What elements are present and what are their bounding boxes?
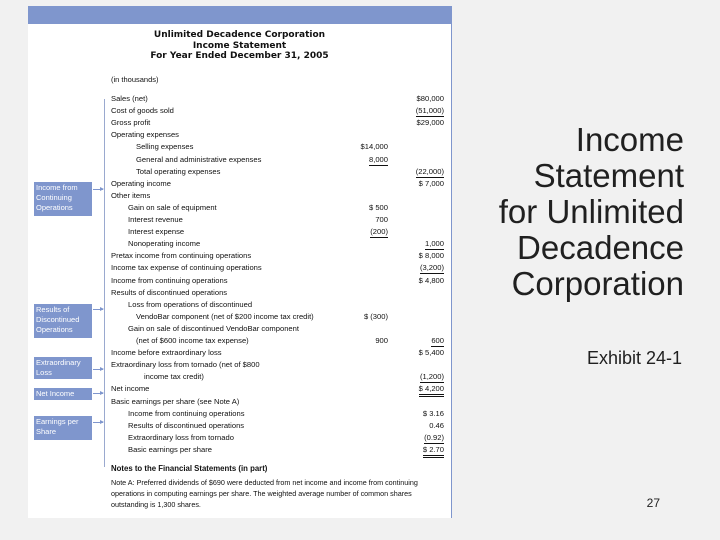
row-label: Interest expense: [128, 227, 185, 237]
statement-row: [28, 178, 451, 190]
statement-row: [28, 117, 451, 129]
slide-title: [458, 122, 684, 302]
notes-heading: Notes to the Financial Statements (in part): [111, 464, 268, 473]
statement-row: [28, 154, 451, 166]
row-subtotal-value: [350, 335, 388, 347]
statement-row: [28, 444, 451, 456]
row-total-value: [404, 93, 444, 105]
side-label-eps: Earnings per Share: [34, 416, 92, 440]
total-amount: (3,200): [419, 263, 444, 273]
row-subtotal-value: [350, 226, 388, 238]
total-amount: (0.92): [424, 432, 444, 442]
company-name: Unlimited Decadence Corporation: [153, 30, 326, 40]
document-title: [28, 30, 451, 62]
row-label: Income from continuing operations: [111, 275, 228, 285]
row-total-value: [404, 262, 444, 274]
row-label: Pretax income from continuing operations: [111, 251, 252, 261]
row-label: Operating income: [111, 178, 171, 188]
row-total-value: [404, 178, 444, 190]
income-statement-document: [28, 24, 451, 518]
side-label-net-income: Net Income: [34, 388, 92, 400]
statement-row: [28, 129, 451, 141]
statement-period: For Year Ended December 31, 2005: [150, 51, 329, 61]
slide-title-line: Statement: [533, 157, 684, 194]
row-label: Gain on sale of equipment: [128, 202, 217, 212]
row-label: Income tax expense of continuing operations: [111, 263, 262, 273]
subtotal-amount: 700: [375, 215, 388, 224]
row-label: Nonoperating income: [128, 239, 201, 249]
row-total-value: [404, 238, 444, 250]
total-amount: $29,000: [416, 118, 444, 128]
row-label: Extraordinary loss from tornado: [128, 432, 234, 442]
statement-row: [28, 166, 451, 178]
total-amount: 0.46: [429, 420, 444, 430]
slide-title-line: for Unlimited: [498, 193, 684, 230]
statement-row: [28, 214, 451, 226]
row-total-value: [404, 105, 444, 117]
row-total-value: [404, 250, 444, 262]
row-label: Total operating expenses: [136, 166, 221, 176]
subtotal-amount: $ (300): [363, 311, 388, 321]
slide-title-line: Decadence: [517, 229, 684, 266]
total-amount: 600: [431, 336, 444, 345]
statement-row: [28, 93, 451, 105]
row-total-value: [404, 347, 444, 359]
row-label: Income from continuing operations: [128, 408, 245, 418]
row-subtotal-value: [350, 214, 388, 226]
slide-title-line: Income: [575, 121, 684, 158]
statement-row: [28, 190, 451, 202]
subtotal-amount: 8,000: [368, 154, 388, 164]
total-amount: $80,000: [416, 94, 444, 103]
row-total-value: [404, 420, 444, 432]
row-total-value: [404, 117, 444, 129]
row-total-value: [404, 166, 444, 178]
subtotal-amount: $14,000: [360, 142, 388, 152]
row-label: Selling expenses: [136, 142, 194, 152]
row-label: (net of $600 income tax expense): [136, 336, 249, 345]
statement-row: [28, 323, 451, 335]
row-label: VendoBar component (net of $200 income tax credit): [136, 311, 314, 321]
units-note: (in thousands): [111, 75, 159, 84]
statement-row: [28, 262, 451, 274]
row-subtotal-value: [350, 154, 388, 166]
row-subtotal-value: [350, 202, 388, 214]
row-total-value: [404, 444, 444, 458]
row-total-value: [404, 408, 444, 420]
total-amount: $ 4,200: [419, 384, 444, 397]
statement-row: [28, 105, 451, 117]
row-label: Cost of goods sold: [111, 106, 174, 116]
row-subtotal-value: [350, 141, 388, 153]
statement-row: [28, 226, 451, 238]
total-amount: $ 2.70: [423, 445, 444, 458]
total-amount: (22,000): [415, 166, 444, 176]
statement-row: [28, 347, 451, 359]
page-number: 27: [646, 496, 660, 510]
row-label: Other items: [111, 190, 151, 200]
row-label: Extraordinary loss from tornado (net of $800: [111, 360, 260, 370]
total-amount: (1,200): [419, 372, 444, 382]
row-label: Gain on sale of discontinued VendoBar component: [128, 323, 299, 333]
row-label: Operating expenses: [111, 130, 179, 140]
statement-row: [28, 275, 451, 287]
row-label: Loss from operations of discontinued: [128, 299, 253, 309]
statement-row: [28, 287, 451, 299]
subtotal-amount: (200): [370, 227, 388, 237]
row-label: Gross profit: [111, 118, 151, 128]
statement-row: [28, 359, 451, 371]
total-amount: $ 5,400: [418, 348, 444, 358]
row-label: Sales (net): [111, 94, 148, 103]
row-label: Net income: [111, 384, 150, 394]
statement-row: [28, 141, 451, 153]
statement-row: [28, 371, 451, 383]
statement-row: [28, 432, 451, 444]
statement-row: [28, 408, 451, 420]
total-amount: 1,000: [424, 239, 444, 249]
total-amount: $ 3.16: [422, 408, 444, 418]
row-label: Basic earnings per share (see Note A): [111, 396, 240, 406]
row-total-value: [404, 371, 444, 383]
subtotal-amount: 900: [375, 336, 388, 345]
statement-row: [28, 311, 451, 323]
statement-row: [28, 299, 451, 311]
statement-row: [28, 396, 451, 408]
statement-name: Income Statement: [192, 40, 287, 51]
total-amount: $ 4,800: [418, 275, 444, 285]
row-label: Basic earnings per share: [128, 444, 212, 454]
total-amount: (51,000): [415, 106, 444, 116]
note-a: Note A: Preferred dividends of $690 were deducted from net income and income from continuing operations in computing earnings per share. The weighted average number of common shares outstanding is 1,300 shares.: [111, 478, 418, 509]
total-amount: $ 7,000: [418, 178, 444, 188]
row-label: Results of discontinued operations: [128, 420, 245, 430]
row-label: Income before extraordinary loss: [111, 348, 222, 358]
row-subtotal-value: [350, 311, 388, 323]
row-label: income tax credit): [144, 372, 204, 382]
slide-title-line: Corporation: [511, 265, 684, 302]
exhibit-label: Exhibit 24-1: [586, 348, 682, 368]
total-amount: $ 8,000: [418, 251, 444, 261]
row-total-value: [404, 335, 444, 347]
statement-row: [28, 335, 451, 347]
statement-row: [28, 250, 451, 262]
row-label: Results of discontinued operations: [111, 287, 228, 297]
row-label: General and administrative expenses: [136, 154, 262, 164]
statement-row: [28, 383, 451, 395]
row-total-value: [404, 275, 444, 287]
statement-row: [28, 202, 451, 214]
side-label-continuing: Income from Continuing Operations: [34, 182, 92, 216]
row-total-value: [404, 432, 444, 444]
statement-row: [28, 238, 451, 250]
side-label-discontinued: Results of Discontinued Operations: [34, 304, 92, 338]
side-label-extraordinary: Extraordinary Loss: [34, 357, 92, 379]
statement-row: [28, 420, 451, 432]
subtotal-amount: $ 500: [368, 202, 388, 212]
row-label: Interest revenue: [128, 215, 183, 224]
